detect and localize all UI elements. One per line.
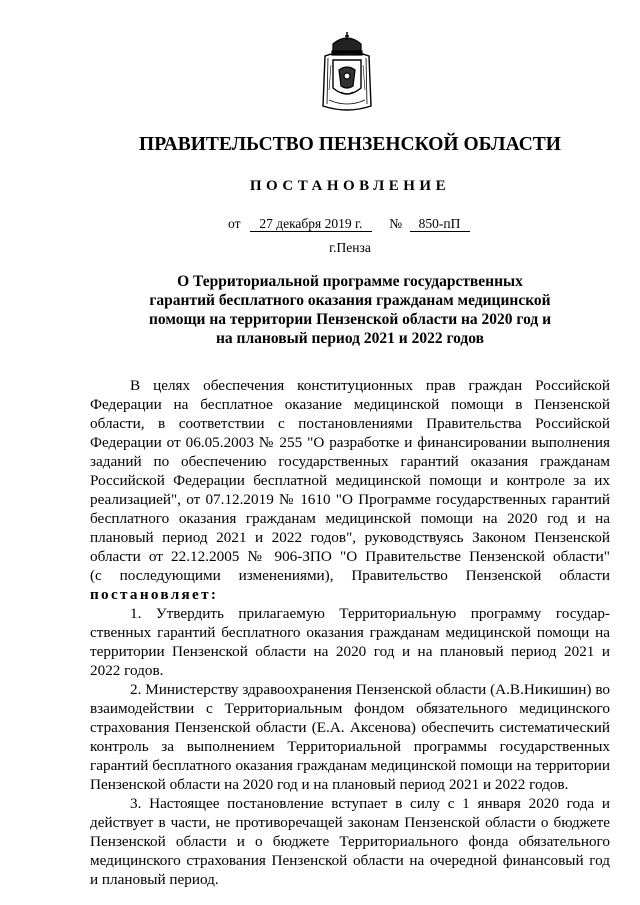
item-1-line: ственных гарантий бесплатного оказания гражданам медицинской помощи на xyxy=(90,624,610,641)
preamble-line: области от 22.12.2005 № 906-ЗПО "О Правительстве Пензенской области" xyxy=(90,548,610,565)
preamble-line: бесплатного оказания гражданам медицинской помощи на 2020 год и на xyxy=(90,510,610,527)
item-1-line: территории Пензенской области на 2020 год и на плановый период 2021 и xyxy=(90,643,610,660)
preamble-line: заданий по обеспечению государственных гарантий оказания гражданам xyxy=(90,453,610,470)
item-2-line: страхования Пензенской области (Е.А. Аксенова) обеспечить систематический xyxy=(90,719,610,736)
date-prefix: от xyxy=(228,216,241,231)
preamble-line: Федерации на бесплатное оказание медицинской помощи в Пензенской xyxy=(90,396,610,413)
item-2-line: гарантий бесплатного оказания гражданам медицинской помощи на территории xyxy=(90,757,610,774)
preamble-line: области, в соответствии с постановлениями Правительства Российской xyxy=(90,415,610,432)
item-3-line: 3. Настоящее постановление вступает в силу с 1 января 2020 года и xyxy=(130,795,610,812)
decree-date: 27 декабря 2019 г. xyxy=(250,216,372,232)
item-2-line: взаимодействии с Территориальным фондом обязательного медицинского xyxy=(90,700,610,717)
subject-line: О Территориальной программе государственных xyxy=(177,273,523,290)
coat-of-arms-emblem xyxy=(319,30,375,114)
decree-number: 850-пП xyxy=(410,216,470,232)
government-title: ПРАВИТЕЛЬСТВО ПЕНЗЕНСКОЙ ОБЛАСТИ xyxy=(139,134,561,155)
preamble-line: реализацией", от 07.12.2019 № 1610 "О Программе государственных гарантий xyxy=(90,491,610,508)
item-2-line: контроль за выполнением Территориальной программы государственных xyxy=(90,738,610,755)
preamble-line: плановый период 2021 и 2022 годов", руководствуясь Законом Пензенской xyxy=(90,529,610,546)
preamble-line: Российской Федерации бесплатной медицинской помощи и контроле за их xyxy=(90,472,610,489)
document-type: ПОСТАНОВЛЕНИЕ xyxy=(249,178,451,194)
preamble-line: (с последующими изменениями), Правительство Пензенской области xyxy=(90,567,610,584)
preamble-line: Федерации от 06.05.2003 № 255 "О разработке и финансировании выполнения xyxy=(90,434,610,451)
item-3-line: и плановый период. xyxy=(90,871,219,888)
subject-line: помощи на территории Пензенской области на 2020 год и xyxy=(148,311,552,328)
item-2-line: 2. Министерству здравоохранения Пензенской области (А.В.Никишин) во xyxy=(130,681,610,698)
preamble-line: В целях обеспечения конституционных прав граждан Российской xyxy=(130,377,610,394)
subject-line: на плановый период 2021 и 2022 годов xyxy=(216,330,484,347)
item-3-line: Пензенской области и о бюджете Территориального фонда обязательного xyxy=(90,833,610,850)
decree-subject xyxy=(140,272,560,348)
date-number-line xyxy=(228,216,470,232)
item-3-line: медицинского страхования Пензенской области на очередной финансовый год xyxy=(90,852,610,869)
item-3-line: действует в части, не противоречащей законам Пензенской области о бюджете xyxy=(90,814,610,831)
number-prefix: № xyxy=(389,216,403,231)
resolves-word: постановляет: xyxy=(90,586,219,603)
item-2-line: Пензенской области на 2020 год и на плановый период 2021 и 2022 годов. xyxy=(90,776,569,793)
subject-line: гарантий бесплатного оказания гражданам медицинской xyxy=(149,292,551,309)
item-1-line: 2022 годов. xyxy=(90,662,164,679)
item-1-line: 1. Утвердить прилагаемую Территориальную программу государ- xyxy=(130,605,610,622)
city: г.Пенза xyxy=(329,240,371,255)
decree-body xyxy=(90,376,610,889)
